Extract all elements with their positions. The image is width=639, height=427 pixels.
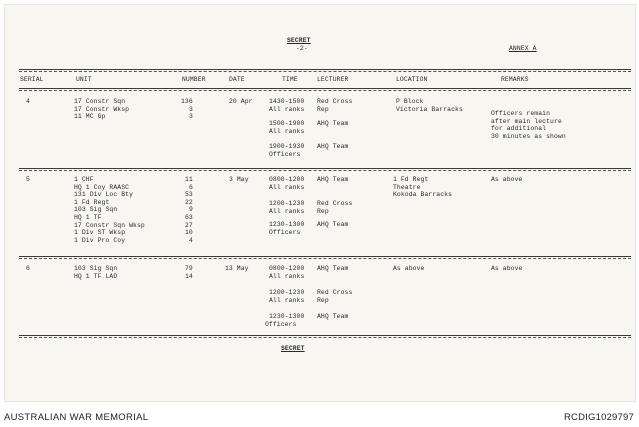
number-cell: 79: [185, 265, 193, 272]
time-cell: 0800-1200: [269, 265, 305, 272]
row-separator: [19, 168, 631, 169]
unit-cell: 17 Constr Wksp: [74, 105, 130, 113]
unit-cell: 17 Constr Sqn Wksp: [74, 221, 145, 229]
remarks-cell: As above: [491, 265, 523, 272]
row-separator-dashed: [19, 170, 631, 171]
unit-cell: 131 Div Loc Bty: [74, 191, 134, 199]
unit-cell: 103 Sig Sqn: [74, 265, 118, 272]
col-lecturer: LECTURER: [317, 76, 349, 83]
time-cell: 1200-1230: [269, 289, 305, 296]
location-cell: Theatre: [393, 183, 421, 191]
time-cell: 1200-1230: [269, 200, 305, 207]
audience-cell: All ranks: [269, 296, 305, 304]
unit-cell: 1 Div Pro Coy: [74, 236, 126, 244]
number-cell: 10: [185, 229, 193, 237]
classification-footer: SECRET: [281, 345, 305, 352]
lecturer-cell: AHQ Team: [317, 120, 349, 127]
time-cell: 1500-1900: [269, 120, 305, 127]
remarks-cell: Officers remain: [491, 110, 551, 117]
time-cell: 1230-1300: [269, 313, 305, 320]
annex-label: ANNEX A: [509, 45, 537, 52]
audience-cell: Officers: [269, 228, 301, 236]
unit-cell: 103 Sig Sqn: [74, 206, 118, 214]
col-number: NUMBER: [182, 76, 206, 83]
time-cell: 1230-1300: [269, 221, 305, 228]
audience-cell: Officers: [265, 320, 297, 328]
number-cell: 22: [185, 198, 193, 206]
remarks-cell: after main lecture: [491, 117, 562, 125]
row-separator-dashed: [19, 258, 631, 259]
page-number: -2-: [296, 45, 308, 52]
table-bottom-rule-dashed: [19, 337, 631, 338]
number-cell: 14: [185, 272, 193, 280]
audience-cell: All ranks: [269, 207, 305, 215]
number-cell: 27: [185, 221, 193, 229]
lecturer-cell: AHQ Team: [317, 221, 349, 228]
remarks-cell: for additional: [491, 125, 547, 133]
lecturer-cell: AHQ Team: [317, 265, 349, 272]
lecturer-cell: Rep: [317, 207, 329, 215]
col-time: TIME: [282, 76, 298, 83]
audience-cell: All ranks: [269, 272, 305, 280]
unit-cell: HQ 1 Coy RAASC: [74, 183, 130, 191]
audience-cell: All ranks: [269, 183, 305, 191]
archive-id: RCDIG1029797: [564, 412, 634, 423]
location-cell: P Block: [396, 98, 424, 105]
unit-cell: 11 MC Gp: [74, 113, 106, 121]
number-cell: 4: [189, 236, 193, 244]
time-cell: 0800-1200: [269, 176, 305, 183]
header-rule: [19, 88, 631, 89]
number-cell: 6: [189, 183, 193, 191]
col-remarks: REMARKS: [501, 76, 529, 83]
table-top-rule-dashed: [19, 71, 631, 72]
archive-caption-bar: [0, 408, 639, 427]
location-cell: Victoria Barracks: [396, 105, 463, 113]
number-cell: 53: [185, 191, 193, 199]
audience-cell: All ranks: [269, 127, 305, 135]
document-page: [4, 4, 636, 402]
number-cell: 11: [185, 176, 193, 183]
location-cell: Kokoda Barracks: [393, 191, 453, 199]
serial-cell: 6: [26, 265, 30, 272]
time-cell: 1900-1930: [269, 143, 305, 150]
classification-header: SECRET: [287, 37, 311, 44]
number-cell: 63: [185, 214, 193, 221]
audience-cell: All ranks: [269, 105, 305, 113]
archive-name: AUSTRALIAN WAR MEMORIAL: [4, 412, 149, 423]
unit-cell: 17 Constr Sqn: [74, 98, 126, 105]
date-cell: 13 May: [225, 265, 249, 272]
header-rule-dashed: [19, 90, 631, 91]
number-cell: 9: [189, 206, 193, 214]
remarks-cell: 30 minutes as shown: [491, 132, 566, 140]
col-date: DATE: [229, 76, 245, 83]
unit-cell: 1 Div ST Wksp: [74, 229, 126, 237]
row-separator: [19, 256, 631, 257]
lecturer-cell: Red Cross: [317, 289, 353, 296]
number-cell: 136: [181, 98, 193, 105]
col-location: LOCATION: [396, 76, 428, 83]
time-cell: 1430-1500: [269, 98, 305, 105]
location-cell: 1 Fd Regt: [393, 176, 429, 183]
col-serial: SERIAL: [20, 76, 44, 83]
lecturer-cell: AHQ Team: [317, 176, 349, 183]
table-bottom-rule: [19, 335, 631, 336]
location-cell: As above: [393, 265, 425, 272]
lecturer-cell: Rep: [317, 296, 329, 304]
unit-cell: 1 Fd Regt: [74, 198, 110, 206]
remarks-cell: As above: [491, 176, 523, 183]
number-cell: 3: [189, 113, 193, 121]
unit-cell: 1 CHF: [74, 176, 94, 183]
lecturer-cell: Rep: [317, 105, 329, 113]
number-cell: 3: [189, 105, 193, 113]
serial-cell: 5: [26, 176, 30, 183]
date-cell: 20 Apr: [229, 98, 253, 105]
audience-cell: Officers: [269, 150, 301, 158]
lecturer-cell: Red Cross: [317, 98, 353, 105]
lecturer-cell: Red Cross: [317, 200, 353, 207]
lecturer-cell: AHQ Team: [317, 313, 349, 320]
unit-cell: HQ 1 TF LAD: [74, 272, 118, 280]
lecturer-cell: AHQ Team: [317, 143, 349, 150]
col-unit: UNIT: [76, 76, 92, 83]
table-top-rule: [19, 69, 631, 70]
date-cell: 3 May: [229, 176, 249, 183]
serial-cell: 4: [26, 98, 30, 105]
unit-cell: HQ 1 TF: [74, 214, 102, 221]
